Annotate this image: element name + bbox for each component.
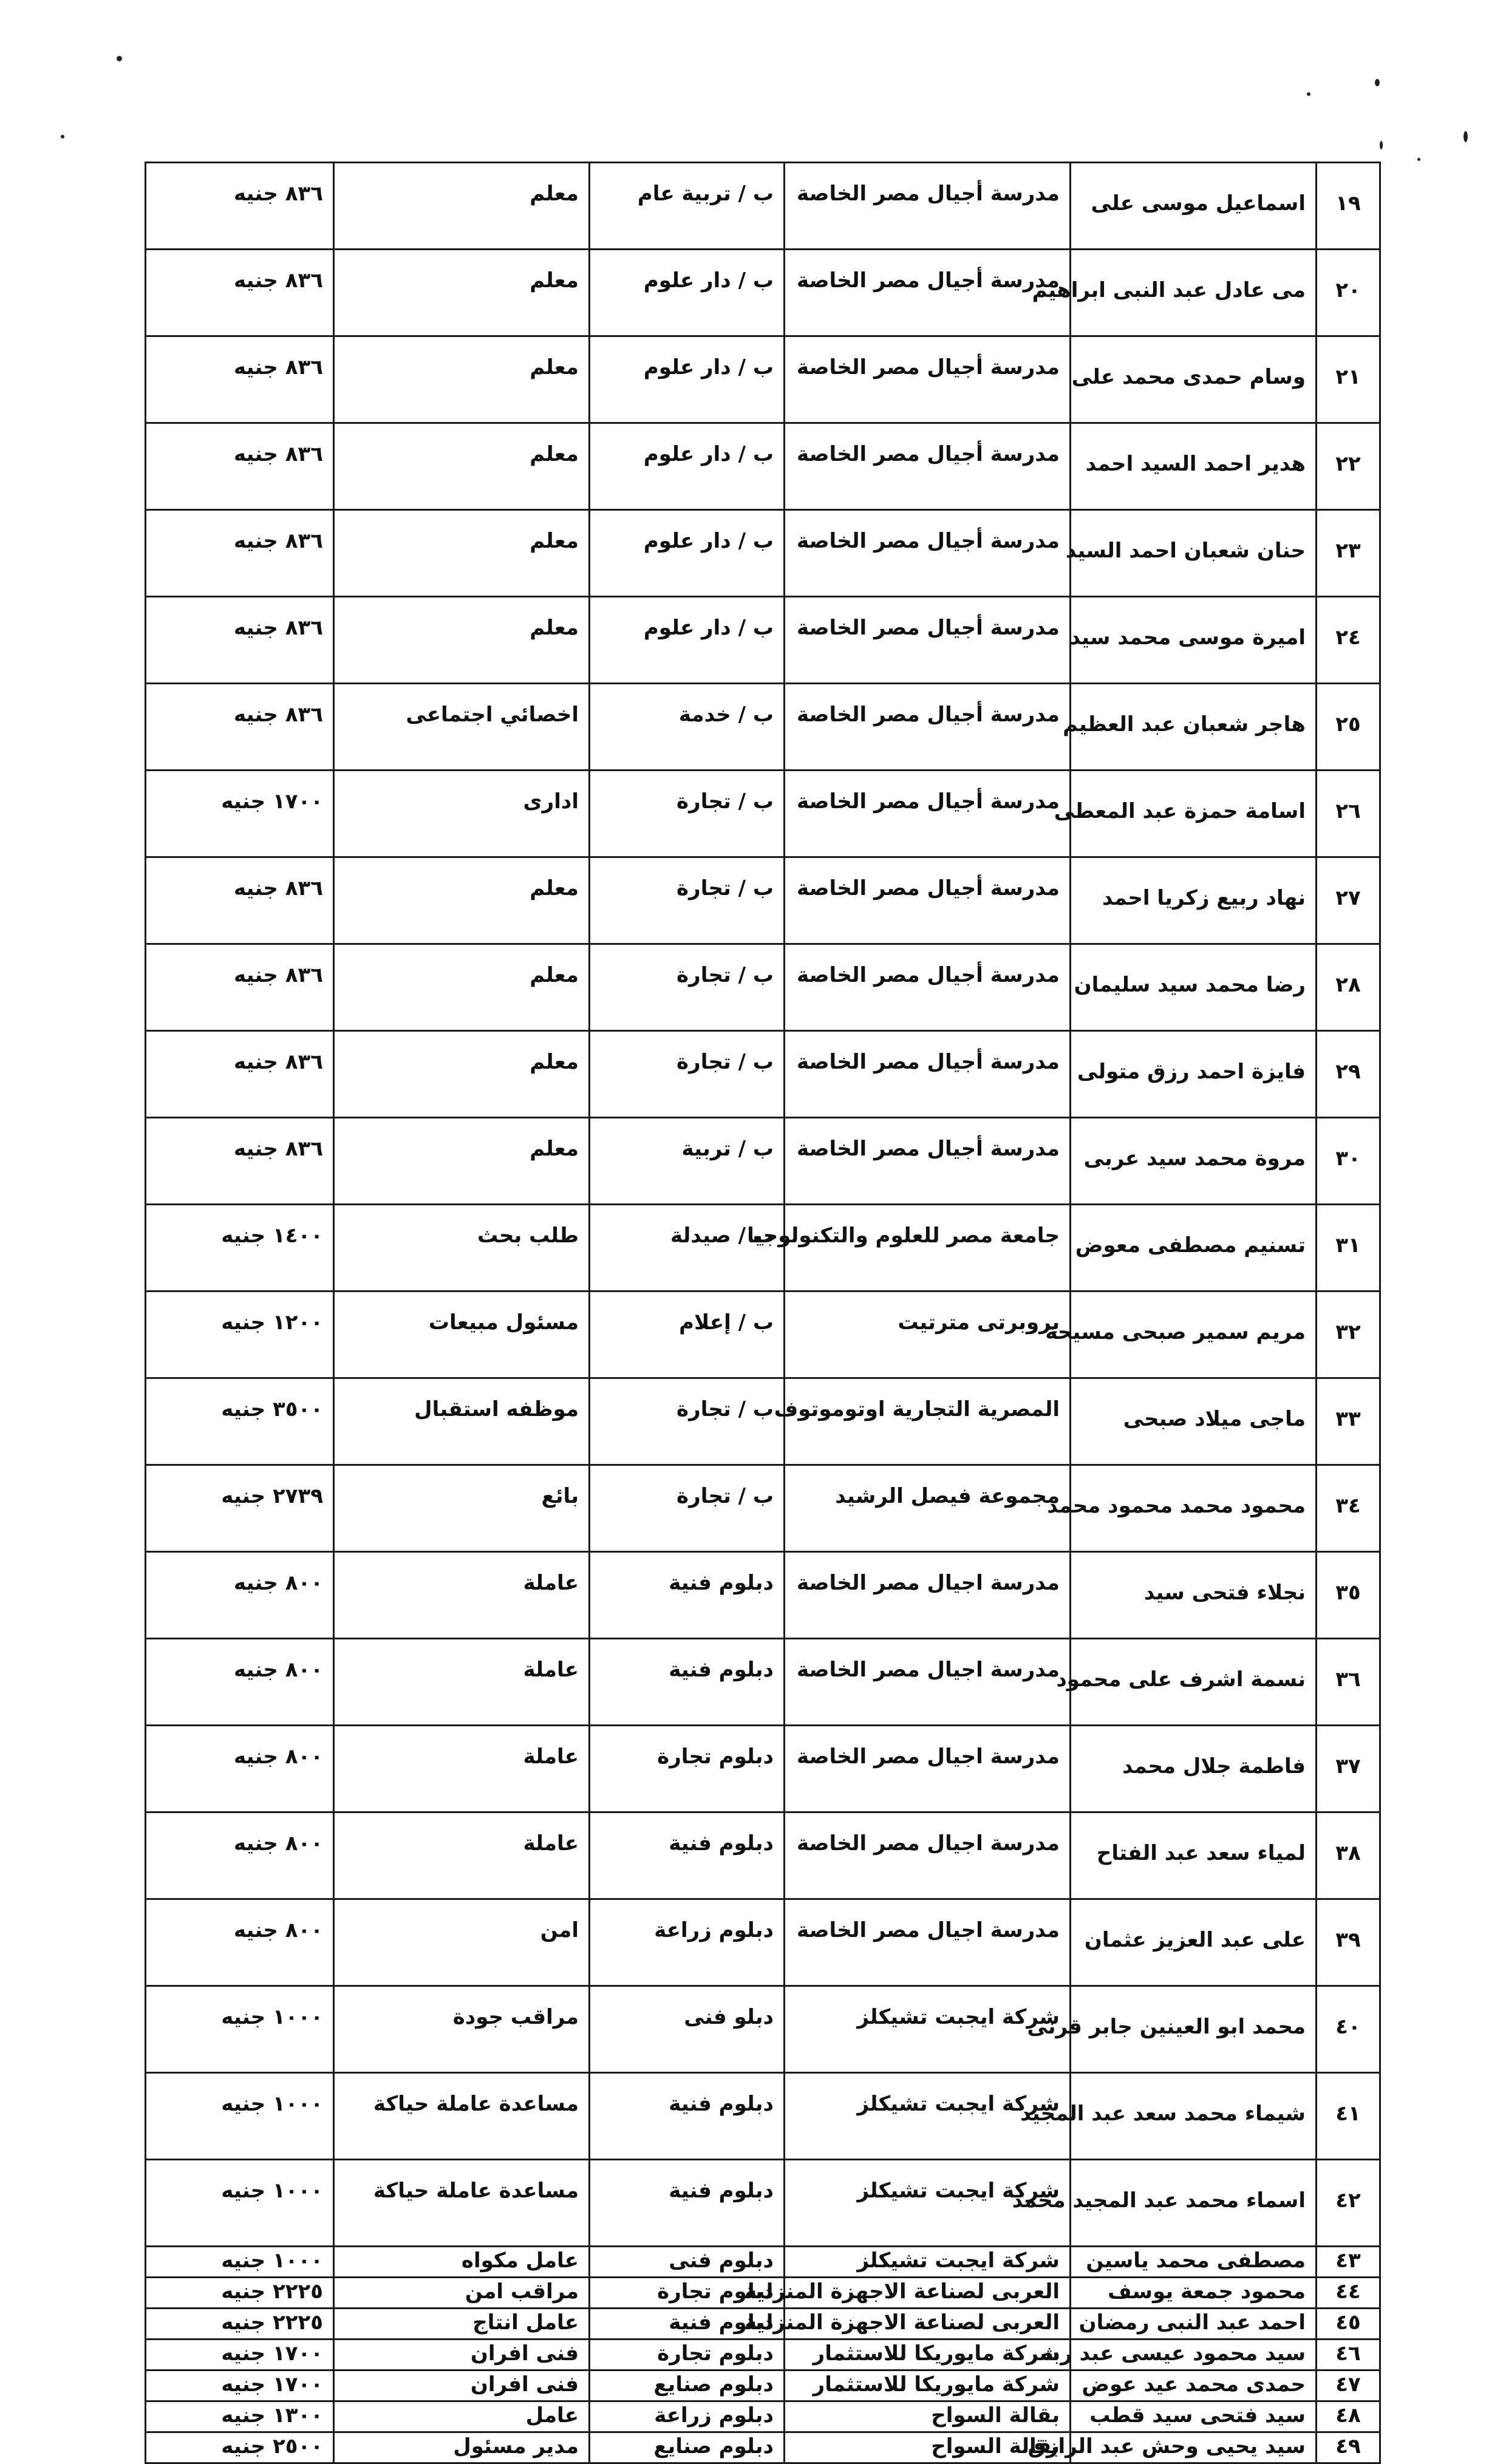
row-number-cell: ٢٥: [1317, 684, 1380, 771]
person-name-cell: ماجى ميلاد صبحى: [1071, 1378, 1317, 1465]
table-row: [146, 336, 1380, 423]
scan-speck: [1417, 158, 1420, 161]
qualification-cell: دبلوم زراعة: [590, 1899, 785, 1986]
table-row: [146, 857, 1380, 944]
qualification-cell: دبلوم تجارة: [590, 2340, 785, 2370]
job-title-cell: امن: [334, 1899, 590, 1986]
qualification-cell: دبلوم فنية: [590, 1812, 785, 1899]
job-title-cell: مسئول مبيعات: [334, 1292, 590, 1378]
person-name-cell: نجلاء فتحى سيد: [1071, 1552, 1317, 1639]
table-row: [146, 2160, 1380, 2247]
row-number-cell: ٢٨: [1317, 944, 1380, 1031]
salary-cell: ٢٥٠٠ جنيه: [146, 2432, 334, 2463]
job-title-cell: بائع: [334, 1465, 590, 1552]
job-title-cell: مراقب جودة: [334, 1986, 590, 2073]
person-name-cell: هدير احمد السيد احمد: [1071, 423, 1317, 510]
employer-name-cell: بقالة السواح: [785, 2432, 1071, 2463]
salary-cell: ١٠٠٠ جنيه: [146, 2247, 334, 2278]
salary-cell: ٨٣٦ جنيه: [146, 944, 334, 1031]
salary-cell: ١٠٠٠ جنيه: [146, 2160, 334, 2247]
job-title-cell: عامل انتاج: [334, 2309, 590, 2340]
person-name-cell: محمود جمعة يوسف: [1071, 2278, 1317, 2309]
employer-name-cell: العربى لصناعة الاجهزة المنزلية: [785, 2309, 1071, 2340]
row-number-cell: ٣٥: [1317, 1552, 1380, 1639]
employer-name-cell: بروبرتى مترتيت: [785, 1292, 1071, 1378]
table-row: [146, 1378, 1380, 1465]
salary-cell: ٨٣٦ جنيه: [146, 684, 334, 771]
salary-cell: ٨٣٦ جنيه: [146, 857, 334, 944]
qualification-cell: ب / تجارة: [590, 771, 785, 857]
row-number-cell: ٢١: [1317, 336, 1380, 423]
job-title-cell: معلم: [334, 163, 590, 250]
salary-cell: ١٣٠٠ جنيه: [146, 2401, 334, 2432]
table-row: [146, 2340, 1380, 2370]
qualification-cell: ب / تربية: [590, 1118, 785, 1205]
job-title-cell: معلم: [334, 250, 590, 336]
job-title-cell: طلب بحث: [334, 1205, 590, 1292]
qualification-cell: ب / دار علوم: [590, 597, 785, 684]
job-title-cell: معلم: [334, 597, 590, 684]
salary-cell: ٢٢٢٥ جنيه: [146, 2309, 334, 2340]
table-row: [146, 510, 1380, 597]
qualification-cell: ب / تجارة: [590, 1031, 785, 1118]
employer-name-cell: مدرسة أجيال مصر الخاصة: [785, 1118, 1071, 1205]
salary-cell: ٨٣٦ جنيه: [146, 423, 334, 510]
person-name-cell: نهاد ربيع زكريا احمد: [1071, 857, 1317, 944]
row-number-cell: ٢٧: [1317, 857, 1380, 944]
salary-cell: ٨٠٠ جنيه: [146, 1552, 334, 1639]
job-title-cell: فنى افران: [334, 2370, 590, 2401]
row-number-cell: ٣٦: [1317, 1639, 1380, 1726]
employer-name-cell: شركة ايجبت تشيكلز: [785, 2247, 1071, 2278]
person-name-cell: نسمة اشرف على محمود: [1071, 1639, 1317, 1726]
qualification-cell: ب / دار علوم: [590, 510, 785, 597]
job-title-cell: مساعدة عاملة حياكة: [334, 2160, 590, 2247]
scan-speck: [117, 56, 122, 61]
salary-cell: ٨٠٠ جنيه: [146, 1899, 334, 1986]
person-name-cell: محمد ابو العينين جابر قرنى: [1071, 1986, 1317, 2073]
scan-speck: [1375, 79, 1380, 86]
job-title-cell: عاملة: [334, 1726, 590, 1812]
employer-name-cell: مدرسة اجيال مصر الخاصة: [785, 1726, 1071, 1812]
row-number-cell: ٣٢: [1317, 1292, 1380, 1378]
employer-name-cell: مدرسة اجيال مصر الخاصة: [785, 1639, 1071, 1726]
salary-cell: ٨٠٠ جنيه: [146, 1812, 334, 1899]
job-title-cell: مراقب امن: [334, 2278, 590, 2309]
row-number-cell: ٤٨: [1317, 2401, 1380, 2432]
job-title-cell: عامل مكواه: [334, 2247, 590, 2278]
employer-name-cell: مدرسة أجيال مصر الخاصة: [785, 771, 1071, 857]
table-row: [146, 2370, 1380, 2401]
row-number-cell: ٢٤: [1317, 597, 1380, 684]
salary-cell: ١٤٠٠ جنيه: [146, 1205, 334, 1292]
person-name-cell: فاطمة جلال محمد: [1071, 1726, 1317, 1812]
qualification-cell: ب / دار علوم: [590, 250, 785, 336]
table-row: [146, 1465, 1380, 1552]
qualification-cell: ب / تجارة: [590, 944, 785, 1031]
table-row: [146, 1031, 1380, 1118]
row-number-cell: ٢٦: [1317, 771, 1380, 857]
row-number-cell: ٤٩: [1317, 2432, 1380, 2463]
job-title-cell: عاملة: [334, 1812, 590, 1899]
person-name-cell: سيد محمود عيسى عبد ربه: [1071, 2340, 1317, 2370]
qualification-cell: دبلو فنى: [590, 1986, 785, 2073]
person-name-cell: حنان شعبان احمد السيد: [1071, 510, 1317, 597]
person-name-cell: وسام حمدى محمد على: [1071, 336, 1317, 423]
salary-cell: ٣٥٠٠ جنيه: [146, 1378, 334, 1465]
table-row: [146, 1639, 1380, 1726]
job-title-cell: معلم: [334, 1118, 590, 1205]
table-row: [146, 684, 1380, 771]
person-name-cell: مروة محمد سيد عربى: [1071, 1118, 1317, 1205]
employer-name-cell: مدرسة أجيال مصر الخاصة: [785, 336, 1071, 423]
table-row: [146, 1986, 1380, 2073]
qualification-cell: دبلوم تجارة: [590, 2278, 785, 2309]
person-name-cell: احمد عبد النبى رمضان: [1071, 2309, 1317, 2340]
salary-cell: ١٧٠٠ جنيه: [146, 2370, 334, 2401]
table-row: [146, 1899, 1380, 1986]
salary-cell: ٢٧٣٩ جنيه: [146, 1465, 334, 1552]
salary-cell: ٨٣٦ جنيه: [146, 510, 334, 597]
qualification-cell: دبلوم صنايع: [590, 2370, 785, 2401]
salary-cell: ٨٠٠ جنيه: [146, 1639, 334, 1726]
scan-speck: [61, 135, 64, 138]
row-number-cell: ٣٤: [1317, 1465, 1380, 1552]
person-name-cell: مى عادل عبد النبى ابراهيم: [1071, 250, 1317, 336]
salary-cell: ٨٣٦ جنيه: [146, 250, 334, 336]
salary-cell: ١٢٠٠ جنيه: [146, 1292, 334, 1378]
qualification-cell: ب / دار علوم: [590, 423, 785, 510]
qualification-cell: دبلوم تجارة: [590, 1726, 785, 1812]
employer-name-cell: مدرسة أجيال مصر الخاصة: [785, 944, 1071, 1031]
job-title-cell: فنى افران: [334, 2340, 590, 2370]
employer-name-cell: بقالة السواح: [785, 2401, 1071, 2432]
table-row: [146, 2309, 1380, 2340]
table-row: [146, 423, 1380, 510]
table-row: [146, 1726, 1380, 1812]
row-number-cell: ٤٣: [1317, 2247, 1380, 2278]
table-row: [146, 1118, 1380, 1205]
row-number-cell: ٣٠: [1317, 1118, 1380, 1205]
employer-name-cell: مدرسة أجيال مصر الخاصة: [785, 250, 1071, 336]
person-name-cell: على عبد العزيز عثمان: [1071, 1899, 1317, 1986]
job-title-cell: معلم: [334, 1031, 590, 1118]
qualification-cell: دبلوم صنايع: [590, 2432, 785, 2463]
job-title-cell: ادارى: [334, 771, 590, 857]
person-name-cell: هاجر شعبان عبد العظيم: [1071, 684, 1317, 771]
row-number-cell: ٣٧: [1317, 1726, 1380, 1812]
row-number-cell: ٣١: [1317, 1205, 1380, 1292]
person-name-cell: سيد يحيى وحش عبد الرازق: [1071, 2432, 1317, 2463]
job-title-cell: موظفه استقبال: [334, 1378, 590, 1465]
row-number-cell: ٣٨: [1317, 1812, 1380, 1899]
row-number-cell: ٢٢: [1317, 423, 1380, 510]
job-title-cell: مدير مسئول: [334, 2432, 590, 2463]
table-row: [146, 250, 1380, 336]
employer-name-cell: مدرسة أجيال مصر الخاصة: [785, 163, 1071, 250]
employer-name-cell: شركة ايجبت تشيكلز: [785, 2160, 1071, 2247]
job-title-cell: معلم: [334, 510, 590, 597]
row-number-cell: ٣٩: [1317, 1899, 1380, 1986]
qualification-cell: دبلوم زراعة: [590, 2401, 785, 2432]
person-name-cell: اسامة حمزة عبد المعطى: [1071, 771, 1317, 857]
qualification-cell: دبلوم فنية: [590, 1639, 785, 1726]
qualification-cell: ب / تجارة: [590, 1378, 785, 1465]
person-name-cell: اسماعيل موسى على: [1071, 163, 1317, 250]
employer-name-cell: مدرسة أجيال مصر الخاصة: [785, 857, 1071, 944]
row-number-cell: ٤٦: [1317, 2340, 1380, 2370]
table-row: [146, 2073, 1380, 2160]
qualification-cell: ب / تجارة: [590, 1465, 785, 1552]
salary-cell: ١٠٠٠ جنيه: [146, 1986, 334, 2073]
table-row: [146, 2278, 1380, 2309]
person-name-cell: سيد فتحى سيد قطب: [1071, 2401, 1317, 2432]
job-title-cell: مساعدة عاملة حياكة: [334, 2073, 590, 2160]
scan-speck: [1463, 131, 1468, 142]
employer-name-cell: مدرسة أجيال مصر الخاصة: [785, 510, 1071, 597]
employer-name-cell: شركة ايجبت تشيكلز: [785, 1986, 1071, 2073]
job-title-cell: معلم: [334, 423, 590, 510]
employer-name-cell: شركة مايوريكا للاستثمار: [785, 2370, 1071, 2401]
row-number-cell: ٤٧: [1317, 2370, 1380, 2401]
salary-cell: ٨٣٦ جنيه: [146, 163, 334, 250]
row-number-cell: ١٩: [1317, 163, 1380, 250]
qualification-cell: ب / إعلام: [590, 1292, 785, 1378]
scan-speck: [1380, 141, 1383, 149]
qualification-cell: ب / صيدلة: [590, 1205, 785, 1292]
salary-cell: ٨٣٦ جنيه: [146, 1031, 334, 1118]
person-name-cell: شيماء محمد سعد عبد المجيد: [1071, 2073, 1317, 2160]
employer-name-cell: مدرسة أجيال مصر الخاصة: [785, 684, 1071, 771]
row-number-cell: ٤٠: [1317, 1986, 1380, 2073]
salary-cell: ١٧٠٠ جنيه: [146, 2340, 334, 2370]
qualification-cell: ب / تجارة: [590, 857, 785, 944]
table-row: [146, 771, 1380, 857]
job-title-cell: عاملة: [334, 1639, 590, 1726]
qualification-cell: دبلوم فنية: [590, 2160, 785, 2247]
employer-name-cell: جامعة مصر للعلوم والتكنولوجيا: [785, 1205, 1071, 1292]
job-title-cell: معلم: [334, 944, 590, 1031]
job-title-cell: عاملة: [334, 1552, 590, 1639]
row-number-cell: ٤١: [1317, 2073, 1380, 2160]
employer-name-cell: المصرية التجارية اوتوموتوف: [785, 1378, 1071, 1465]
table-row: [146, 1205, 1380, 1292]
salary-cell: ٨٣٦ جنيه: [146, 1118, 334, 1205]
employer-name-cell: مدرسة اجيال مصر الخاصة: [785, 1552, 1071, 1639]
table-row: [146, 2432, 1380, 2463]
table-row: [146, 2401, 1380, 2432]
employment-table: [145, 162, 1381, 2464]
salary-cell: ٨٠٠ جنيه: [146, 1726, 334, 1812]
table-row: [146, 944, 1380, 1031]
row-number-cell: ٢٣: [1317, 510, 1380, 597]
qualification-cell: ب / خدمة: [590, 684, 785, 771]
person-name-cell: اميرة موسى محمد سيد: [1071, 597, 1317, 684]
table-row: [146, 1812, 1380, 1899]
employer-name-cell: مدرسة اجيال مصر الخاصة: [785, 1899, 1071, 1986]
job-title-cell: عامل: [334, 2401, 590, 2432]
person-name-cell: مصطفى محمد ياسين: [1071, 2247, 1317, 2278]
employer-name-cell: مدرسة أجيال مصر الخاصة: [785, 597, 1071, 684]
qualification-cell: دبلوم فنية: [590, 2309, 785, 2340]
person-name-cell: محمود محمد محمود محمد: [1071, 1465, 1317, 1552]
salary-cell: ١٧٠٠ جنيه: [146, 771, 334, 857]
table-row: [146, 2247, 1380, 2278]
job-title-cell: معلم: [334, 857, 590, 944]
person-name-cell: فايزة احمد رزق متولى: [1071, 1031, 1317, 1118]
row-number-cell: ٣٣: [1317, 1378, 1380, 1465]
table-row: [146, 1552, 1380, 1639]
person-name-cell: رضا محمد سيد سليمان: [1071, 944, 1317, 1031]
row-number-cell: ٤٥: [1317, 2309, 1380, 2340]
person-name-cell: لمياء سعد عبد الفتاح: [1071, 1812, 1317, 1899]
salary-cell: ١٠٠٠ جنيه: [146, 2073, 334, 2160]
row-number-cell: ٢٩: [1317, 1031, 1380, 1118]
employer-name-cell: مدرسة أجيال مصر الخاصة: [785, 1031, 1071, 1118]
person-name-cell: حمدى محمد عيد عوض: [1071, 2370, 1317, 2401]
salary-cell: ٨٣٦ جنيه: [146, 597, 334, 684]
row-number-cell: ٤٤: [1317, 2278, 1380, 2309]
person-name-cell: اسماء محمد عبد المجيد محمد: [1071, 2160, 1317, 2247]
employer-name-cell: مدرسة أجيال مصر الخاصة: [785, 423, 1071, 510]
employer-name-cell: شركة مايوريكا للاستثمار: [785, 2340, 1071, 2370]
row-number-cell: ٢٠: [1317, 250, 1380, 336]
job-title-cell: معلم: [334, 336, 590, 423]
salary-cell: ٢٢٢٥ جنيه: [146, 2278, 334, 2309]
salary-cell: ٨٣٦ جنيه: [146, 336, 334, 423]
person-name-cell: مريم سمير صبحى مسيحة: [1071, 1292, 1317, 1378]
job-title-cell: اخصائي اجتماعى: [334, 684, 590, 771]
row-number-cell: ٤٢: [1317, 2160, 1380, 2247]
employer-name-cell: مجموعة فيصل الرشيد: [785, 1465, 1071, 1552]
employer-name-cell: شركة ايجبت تشيكلز: [785, 2073, 1071, 2160]
table-row: [146, 597, 1380, 684]
scan-speck: [1307, 92, 1310, 96]
qualification-cell: دبلوم فنية: [590, 1552, 785, 1639]
qualification-cell: دبلوم فنى: [590, 2247, 785, 2278]
employer-name-cell: مدرسة اجيال مصر الخاصة: [785, 1812, 1071, 1899]
qualification-cell: ب / دار علوم: [590, 336, 785, 423]
qualification-cell: ب / تربية عام: [590, 163, 785, 250]
table-row: [146, 163, 1380, 250]
qualification-cell: دبلوم فنية: [590, 2073, 785, 2160]
employer-name-cell: العربى لصناعة الاجهزة المنزلية: [785, 2278, 1071, 2309]
person-name-cell: تسنيم مصطفى معوض: [1071, 1205, 1317, 1292]
table-row: [146, 1292, 1380, 1378]
